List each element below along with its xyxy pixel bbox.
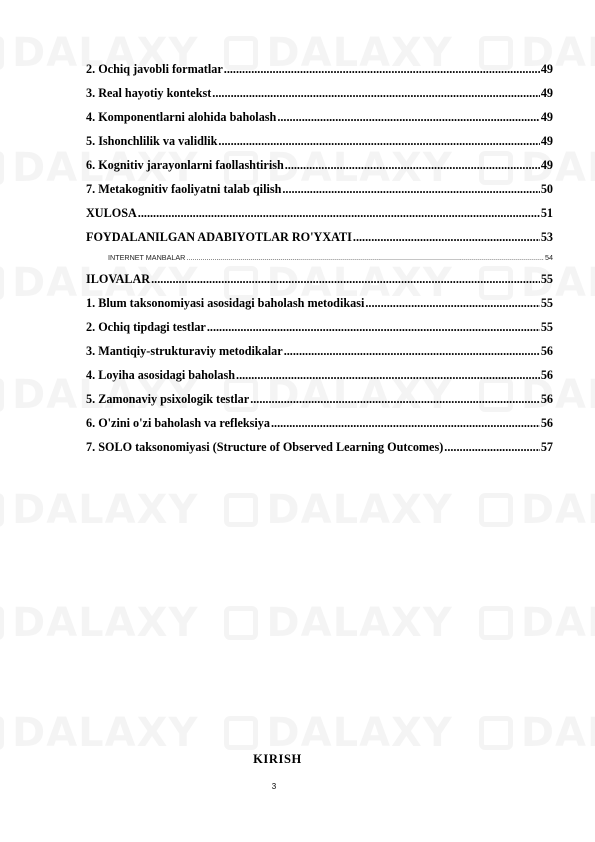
toc-entry-label: 6. O'zini o'zi baholash va refleksiya xyxy=(86,416,270,430)
dot-leader xyxy=(224,57,540,81)
toc-entry[interactable] xyxy=(86,435,553,459)
watermark-text xyxy=(266,487,452,533)
watermark-logo-icon xyxy=(0,606,4,640)
watermark-text xyxy=(521,487,595,533)
dot-leader xyxy=(207,315,540,339)
toc-entry-label: 5. Zamonaviy psixologik testlar xyxy=(86,392,250,406)
toc-entry[interactable] xyxy=(86,291,553,315)
toc-entry-page: 49 xyxy=(540,134,553,148)
dot-leader xyxy=(236,363,540,387)
toc-entry[interactable] xyxy=(86,315,553,339)
dot-leader xyxy=(271,411,540,435)
dot-leader xyxy=(212,81,540,105)
toc-entry[interactable] xyxy=(86,177,553,201)
toc-entry[interactable] xyxy=(86,153,553,177)
watermark-logo-icon xyxy=(479,716,513,750)
watermark-logo-icon xyxy=(0,378,4,412)
toc-entry[interactable] xyxy=(86,81,553,105)
toc-entry[interactable] xyxy=(86,201,553,225)
toc-entry-label: 4. Komponentlarni alohida baholash xyxy=(86,110,277,124)
section-heading: KIRISH xyxy=(253,752,302,766)
dot-leader xyxy=(282,177,539,201)
toc-entry-label: 3. Real hayotiy kontekst xyxy=(86,86,212,100)
dot-leader xyxy=(284,339,540,363)
toc-entry-label: 1. Blum taksonomiyasi asosidagi baholash metodikasi xyxy=(86,296,365,310)
watermark-text xyxy=(521,710,595,756)
toc-entry-label: 5. Ishonchlilik va validlik xyxy=(86,134,218,148)
watermark-logo-icon xyxy=(0,151,4,185)
watermark-logo-icon xyxy=(0,716,4,750)
toc-entry-page: 56 xyxy=(540,392,553,406)
toc-entry[interactable] xyxy=(86,363,553,387)
watermark-logo-icon xyxy=(224,606,258,640)
toc-entry-page: 56 xyxy=(540,368,553,382)
toc-entry-page: 53 xyxy=(540,230,553,244)
toc-entry-page: 54 xyxy=(545,253,553,262)
dot-leader xyxy=(250,387,540,411)
toc-entry[interactable] xyxy=(86,105,553,129)
watermark-text xyxy=(12,710,198,756)
watermark-row xyxy=(0,600,595,646)
toc-entry-label: 3. Mantiqiy-strukturaviy metodikalar xyxy=(86,344,283,358)
toc-entry-label: ILOVALAR xyxy=(86,272,151,286)
toc-entry-label: XULOSA xyxy=(86,206,137,220)
toc-entry-page: 55 xyxy=(540,320,553,334)
toc-subentry[interactable] xyxy=(86,249,553,267)
dot-leader xyxy=(277,105,540,129)
toc-entry[interactable] xyxy=(86,129,553,153)
watermark-text xyxy=(266,600,452,646)
toc-entry-page: 57 xyxy=(540,440,553,454)
watermark-text xyxy=(12,487,198,533)
watermark-row xyxy=(0,487,595,533)
toc-entry-page: 51 xyxy=(540,206,553,220)
toc-entry-page: 55 xyxy=(540,296,553,310)
dot-leader xyxy=(151,267,540,291)
toc-entry-page: 50 xyxy=(540,182,553,196)
toc-entry[interactable] xyxy=(86,387,553,411)
toc-entry[interactable] xyxy=(86,411,553,435)
toc-entry-label: 7. SOLO taksonomiyasi (Structure of Observed Learning Outcomes) xyxy=(86,440,444,454)
dot-leader xyxy=(444,435,540,459)
dot-leader xyxy=(365,291,539,315)
toc-entry-page: 49 xyxy=(540,62,553,76)
watermark-logo-icon xyxy=(0,493,4,527)
dot-leader xyxy=(353,225,540,249)
dot-leader xyxy=(218,129,539,153)
toc-entry-page: 49 xyxy=(540,158,553,172)
toc-entry-label: INTERNET MANBALAR xyxy=(108,253,186,262)
dot-leader xyxy=(285,153,540,177)
toc-entry-label: 7. Metakognitiv faoliyatni talab qilish xyxy=(86,182,282,196)
toc-entry-label: FOYDALANILGAN ADABIYOTLAR RO'YXATI xyxy=(86,230,352,244)
watermark-text xyxy=(521,600,595,646)
watermark-logo-icon xyxy=(224,716,258,750)
table-of-contents xyxy=(86,57,553,459)
toc-entry[interactable] xyxy=(86,339,553,363)
toc-entry-label: 6. Kognitiv jarayonlarni faollashtirish xyxy=(86,158,284,172)
toc-entry-page: 55 xyxy=(540,272,553,286)
toc-entry-page: 56 xyxy=(540,344,553,358)
watermark-text xyxy=(266,710,452,756)
toc-entry-label: 4. Loyiha asosidagi baholash xyxy=(86,368,236,382)
watermark-logo-icon xyxy=(479,493,513,527)
toc-entry-page: 56 xyxy=(540,416,553,430)
toc-entry[interactable] xyxy=(86,267,553,291)
page-number: 3 xyxy=(271,782,277,791)
toc-entry-label: 2. Ochiq tipdagi testlar xyxy=(86,320,206,334)
toc-entry-page: 49 xyxy=(540,86,553,100)
toc-entry[interactable] xyxy=(86,57,553,81)
watermark-logo-icon xyxy=(0,266,4,300)
watermark-logo-icon xyxy=(0,36,4,70)
toc-entry-label: 2. Ochiq javobli formatlar xyxy=(86,62,223,76)
watermark-row xyxy=(0,710,595,756)
watermark-logo-icon xyxy=(224,493,258,527)
watermark-logo-icon xyxy=(479,606,513,640)
dot-leader xyxy=(138,201,540,225)
dot-leader xyxy=(186,249,544,267)
toc-entry-page: 49 xyxy=(540,110,553,124)
watermark-text xyxy=(12,600,198,646)
toc-entry[interactable] xyxy=(86,225,553,249)
